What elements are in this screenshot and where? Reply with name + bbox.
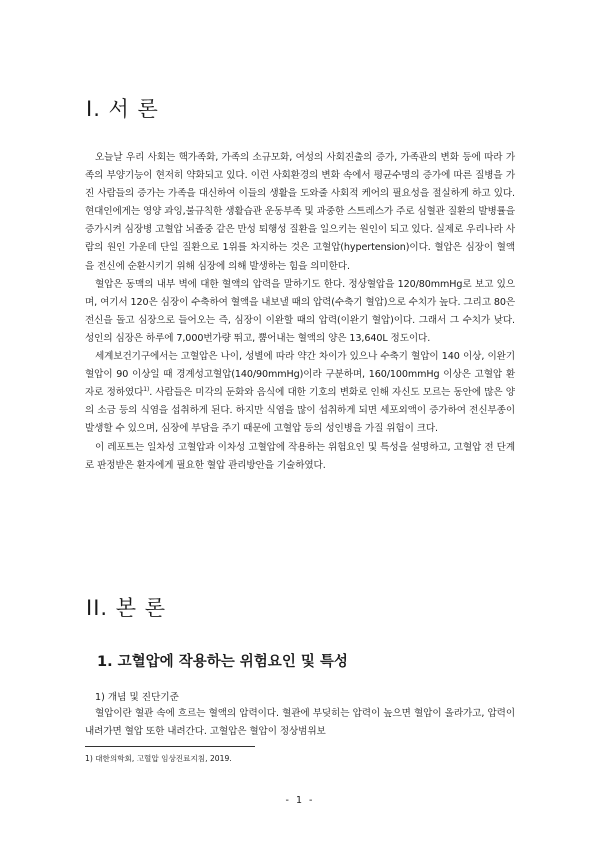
section-heading-main-body: II. 본 론 <box>86 596 166 620</box>
introduction-body <box>85 149 515 475</box>
paragraph: 혈압은 동맥의 내부 벽에 대한 혈액의 압력을 말하기도 한다. 정상혈압을 120/80mmHg로 보고 있으며, 여기서 120은 심장이 수축하여 혈액을 내보낼 때의 압력(수축기 혈압)으로 수치가 높다. 그리고 80은 전신을 돌고 심장으로 들어오는 즉, 심장이 이완할 때의 압력(이완기 혈압)이다. 그래서 그 수치가 낮다. 성인의 심장은 하루에 7,000번가량 뛰고, 뿜어내는 혈액의 양은 13,640L 정도이다. <box>85 278 515 344</box>
subsection-heading: 1. 고혈압에 작용하는 위험요인 및 특성 <box>97 654 348 670</box>
sub-subsection-heading: 1) 개념 및 진단기준 <box>95 692 179 703</box>
paragraph <box>85 348 515 438</box>
paragraph: 혈압이란 혈관 속에 흐르는 혈액의 압력이다. 혈관에 부딪히는 압력이 높으면 혈압이 올라가고, 압력이 내려가면 혈압 또한 내려간다. 고혈압은 혈압이 정상범위보 <box>85 708 515 738</box>
footnote-divider <box>85 746 255 747</box>
footnote-reference[interactable]: 1) <box>143 386 150 394</box>
paragraph-text: 세계보건기구에서는 고혈압은 나이, 성별에 따라 약간 차이가 있으나 수축기 혈압이 140 이상, 이완기 혈압이 90 이상일 때 경계성고혈압(140/90mmHg)이라 구분하며, 160/100mmHg 이상은 고혈압 환자로 정하였다 <box>85 351 515 399</box>
paragraph: 오늘날 우리 사회는 핵가족화, 가족의 소규모화, 여성의 사회진출의 증가, 가족관의 변화 등에 따라 가족의 부양기능이 현저히 약화되고 있다. 이런 사회환경의 변화 속에서 평균수명의 증가에 따른 질병을 가진 사람들의 증가는 가족을 대신하여 이들의 생활을 도와줄 사회적 케어의 필요성을 절실하게 하고 있다. 현대인에게는 영양 과잉,불규칙한 생활습관 운동부족 및 과중한 스트레스가 주로 심혈관 질환의 발병률을 증가시켜 심장병 고혈압 뇌졸중 같은 만성 퇴행성 질환을 일으키는 원인이 되고 있다. 실제로 우리나라 사람의 원인 가운데 단일 질환으로 1위를 차지하는 것은 고혈압(hypertension)이다. 혈압은 심장이 혈액을 전신에 순환시키기 위해 심장에 의해 발생하는 힘을 의미한다. <box>85 152 515 272</box>
footnote: 1) 대한의학회, 고혈압 임상진료지침, 2019. <box>85 754 232 763</box>
page-number: - 1 - <box>285 795 315 806</box>
paragraph: 이 레포트는 일차성 고혈압과 이차성 고혈압에 작용하는 위험요인 및 특성을 설명하고, 고혈압 전 단계로 판정받은 환자에게 필요한 혈압 관리방안을 기술하였다. <box>85 441 515 471</box>
paragraph-text: . 사람들은 미각의 둔화와 음식에 대한 기호의 변화로 인해 자신도 모르는 동안에 많은 양의 소금 등의 식염을 섭취하게 된다. 하지만 식염을 많이 섭취하게 되면 세포외액이 증가하여 전신부종이 발생할 수 있으며, 심장에 부담을 주기 때문에 고혈압 등의 성인병을 가질 위험이 크다. <box>85 387 515 435</box>
main-body-text <box>85 705 515 741</box>
section-heading-introduction: I. 서 론 <box>86 97 159 121</box>
